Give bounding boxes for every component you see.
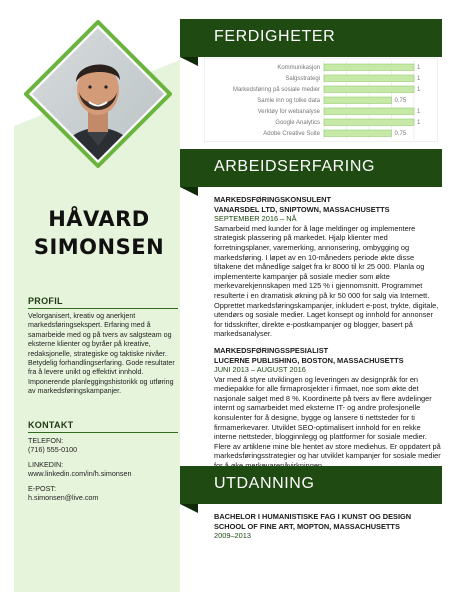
profile-section [28, 296, 178, 397]
skills-chart [204, 58, 438, 142]
job-description: Var med å styre utviklingen og leveringen av designpråk for en mediepakke for alle firmaprosjekter i firmaet, noe som økte det nasjonale salget med 8 %. Koordinerte på tvers av flere avdelinger internt og samarbeidet med eksterne IT- og andre profesjonelle konsulenter for å designe, bygge og lansere ti nettsteder for ti firmamerkevarer. Utviklet SEO-optimalisert innhold for en rekke interne nettsteder, blogginnlegg og plattformer for sosiale medier. Flere av artiklene mine ble hentet av store mediehus. Er oppdatert på markedsføringsstrategier og har utviklet kampanjer for sosiale medier [214, 374, 441, 461]
chart-category-label: Kommunikasjon [277, 65, 320, 72]
contact-heading: KONTAKT [28, 420, 178, 433]
skills-heading: FERDIGHETER [214, 28, 336, 45]
job-org: LUCERNE PUBLISHING, BOSTON, MASSACHUSETTS [214, 355, 404, 365]
chart-bar [324, 64, 414, 71]
chart-category-label: Samle inn og tolke data [257, 98, 320, 105]
education-entry [214, 512, 442, 541]
experience-list [214, 195, 442, 471]
chart-value-label: 1 [417, 87, 421, 94]
job-entry [214, 346, 442, 471]
profile-photo [24, 20, 172, 168]
name-heading [24, 205, 174, 261]
last-name: SIMONSEN [33, 235, 165, 259]
chart-value-label: 1 [417, 76, 421, 83]
skills-banner-fold [180, 57, 198, 66]
first-name: HÅVARD [48, 207, 150, 231]
skills-chart-svg [204, 58, 438, 142]
job-title: MARKEDSFØRINGSKONSULENT [214, 195, 332, 204]
chart-bar [324, 75, 414, 82]
chart-value-label: 1 [417, 120, 421, 127]
chart-category-label: Salgsstrategi [285, 76, 320, 83]
chart-value-label: 0.75 [394, 131, 407, 138]
chart-value-label: 1 [417, 109, 421, 116]
chart-bar [324, 97, 392, 104]
chart-bar [324, 86, 414, 93]
job-date: JUNI 2013 – AUGUST 2016 [214, 365, 306, 375]
chart-category-label: Google Analytics [275, 120, 320, 127]
experience-banner [180, 149, 442, 187]
job-org: VANARSDEL LTD, SNIPTOWN, MASSACHUSETTS [214, 204, 390, 214]
profile-heading: PROFIL [28, 296, 178, 309]
linkedin-label: LINKEDIN: [28, 460, 64, 469]
email-link[interactable]: h.simonsen@live.com [28, 493, 99, 502]
job-date: SEPTEMBER 2016 – NÅ [214, 214, 297, 224]
skills-banner [180, 19, 442, 57]
education-banner [180, 466, 442, 504]
job-entry [214, 195, 442, 339]
contact-section [28, 420, 178, 502]
chart-category-label: Markedsføring på sosiale medier [232, 87, 320, 94]
chart-value-label: 0.75 [394, 98, 407, 105]
job-description: Samarbeid med kunder for å lage meldinger og implementere strategisk plassering på markedet. Hjalp klienter med forretningsplaner, varemerking, annonsering, ombygging og markedsføring. I løpet av en 10-måneders periode økte disse tiltakene det månedlige salget fra kr 8000 til kr 25 000. Planla og implementerte kampanjer på sosiale medier som økte merkevarekjennskapen med 125 % i gjennomsnitt. Programmet resulterte i en dramatisk økning på kr 50 000 for salg via Internett. Opprettet markedsføringskampanjer, inkludert e-post, trykte, digitale, utendørs og sosiale medier. Laget konsept og innhold for annonser for tidsskrifter, direkte e-postkampanjer og blogger, basert på markedsanalyser. [214, 223, 439, 339]
education-years: 2009–2013 [214, 531, 251, 541]
education-banner-fold [180, 504, 198, 513]
chart-bar [324, 119, 414, 126]
experience-banner-fold [180, 187, 198, 196]
chart-bar [324, 108, 414, 115]
phone-value[interactable]: (716) 555-0100 [28, 445, 78, 454]
chart-value-label: 1 [417, 65, 421, 72]
email-label: E-POST: [28, 484, 56, 493]
profile-text: Velorganisert, kreativ og anerkjent markedsføringsekspert. Erfaring med å samarbeide med og på tvers av salgsteam og eksterne klienter og byråer på kreative, redaksjonelle, strategiske og taktiske nivåer. Betydelig forhandlingserfaring. Gode resultater fra å levere unikt og effektivt innhold. Imponerende planleggingshistorikk og utføring av markedsføringskampanjer. [28, 312, 175, 396]
linkedin-link[interactable]: www.linkedin.com/in/h.simonsen [28, 469, 132, 478]
job-title: MARKEDSFØRINGSSPESIALIST [214, 345, 329, 355]
experience-heading: ARBEIDSERFARING [214, 158, 376, 175]
school: SCHOOL OF FINE ART, MOPTON, MASSACHUSETTS [214, 521, 400, 531]
degree: BACHELOR I HUMANISTISKE FAG I KUNST OG DESIGN [214, 512, 412, 521]
education-heading: UTDANNING [214, 475, 315, 492]
chart-category-label: Verktøy for webanalyse [257, 109, 320, 116]
chart-category-label: Adobe Creative Suite [263, 131, 320, 138]
chart-bar [324, 130, 392, 137]
phone-label: TELEFON: [28, 436, 64, 445]
